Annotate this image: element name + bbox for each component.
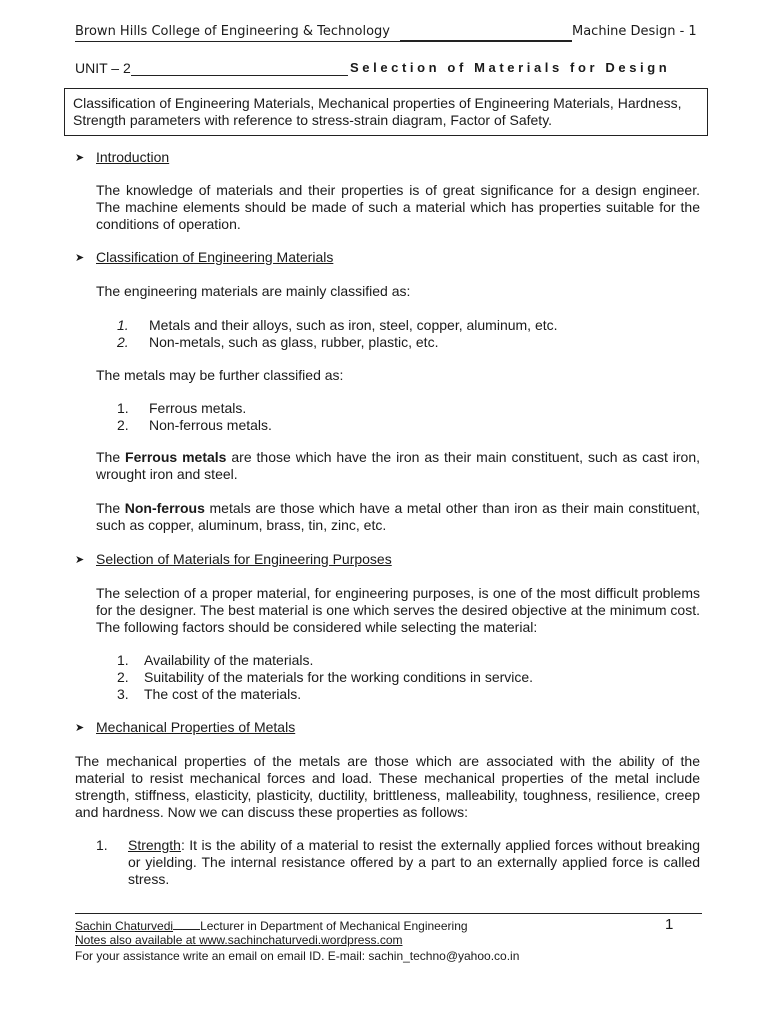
list-item: Suitability of the materials for the working conditions in service. bbox=[144, 669, 534, 685]
unit-title: Selection of Materials for Design bbox=[350, 60, 671, 75]
ferrous-pre: The bbox=[96, 449, 126, 465]
college-name: Brown Hills College of Engineering & Technology bbox=[75, 24, 390, 39]
list-item: Metals and their alloys, such as iron, steel, copper, aluminum, etc. bbox=[149, 317, 558, 333]
classification-lead-2: The metals may be further classified as: bbox=[96, 367, 344, 383]
header-underline bbox=[75, 41, 572, 42]
list-number: 2. bbox=[117, 669, 129, 685]
list-item: Non-metals, such as glass, rubber, plastic, etc. bbox=[149, 334, 439, 350]
unit-label: UNIT – 2 bbox=[75, 60, 131, 76]
list-number: 2. bbox=[117, 334, 129, 350]
nonferrous-pre: The bbox=[96, 500, 125, 516]
nonferrous-term: Non-ferrous bbox=[124, 500, 205, 516]
list-item: Non-ferrous metals. bbox=[149, 417, 272, 433]
classification-heading: Classification of Engineering Materials bbox=[96, 249, 334, 265]
ferrous-term: Ferrous metals bbox=[125, 449, 227, 465]
bullet-arrow-icon: ➤ bbox=[75, 152, 85, 164]
bullet-arrow-icon: ➤ bbox=[75, 722, 85, 734]
ferrous-paragraph bbox=[96, 449, 700, 483]
syllabus-box bbox=[64, 88, 708, 136]
list-number: 1. bbox=[117, 652, 129, 668]
strength-item bbox=[128, 837, 700, 888]
author-name: Sachin Chaturvedi bbox=[75, 919, 174, 933]
mechanical-paragraph: The mechanical properties of the metals are those which are associated with the ability of the material to resist mechanical forces and load. These mechanical properties of the metal include strength, stiffness, elasticity, plasticity, ductility, brittleness, malleability, toughness, resilience, creep and hardness. Now we can discuss these properties as follows: bbox=[75, 753, 700, 820]
list-number: 1. bbox=[117, 400, 129, 416]
classification-lead: The engineering materials are mainly classified as: bbox=[96, 283, 411, 299]
mechanical-heading: Mechanical Properties of Metals bbox=[96, 719, 296, 735]
list-number: 3. bbox=[117, 686, 129, 702]
list-item: The cost of the materials. bbox=[144, 686, 302, 702]
list-number: 1. bbox=[117, 317, 129, 333]
syllabus-text: Classification of Engineering Materials, Mechanical properties of Engineering Materials, Hardness, Strength parameters with reference to stress-strain diagram, Factor of Safety. bbox=[73, 95, 682, 128]
strength-term: Strength bbox=[128, 837, 181, 853]
footer-notes: Notes also available at www.sachinchaturvedi.wordpress.com bbox=[75, 933, 403, 947]
list-item: Availability of the materials. bbox=[144, 652, 314, 668]
bullet-arrow-icon: ➤ bbox=[75, 252, 85, 264]
intro-heading: Introduction bbox=[96, 149, 170, 165]
page-number: 1 bbox=[665, 916, 674, 933]
list-number: 2. bbox=[117, 417, 129, 433]
subject-name: Machine Design - 1 bbox=[572, 24, 697, 39]
author-role: Lecturer in Department of Mechanical Engineering bbox=[200, 919, 468, 933]
unit-rule bbox=[131, 75, 348, 76]
intro-paragraph: The knowledge of materials and their properties is of great significance for a design engineer. The machine elements should be made of such a material which has properties suitable for the conditions of operation. bbox=[96, 182, 700, 232]
selection-heading: Selection of Materials for Engineering Purposes bbox=[96, 551, 392, 567]
footer-author bbox=[75, 918, 468, 933]
strength-text: : It is the ability of a material to resist the externally applied forces without breaking or yielding. The internal resistance offered by a part to an externally applied force is called stress. bbox=[128, 837, 700, 887]
list-number: 1. bbox=[96, 837, 108, 853]
footer-assist: For your assistance write an email on email ID. E-mail: sachin_techno@yahoo.co.in bbox=[75, 949, 520, 963]
selection-paragraph: The selection of a proper material, for engineering purposes, is one of the most difficult problems for the designer. The best material is one which serves the desired objective at the minimum cost. The following factors should be considered while selecting the material: bbox=[96, 585, 700, 635]
list-item: Ferrous metals. bbox=[149, 400, 247, 416]
bullet-arrow-icon: ➤ bbox=[75, 554, 85, 566]
footer-rule bbox=[75, 913, 702, 914]
nonferrous-paragraph bbox=[96, 500, 700, 534]
nonferrous-post: metals are those which have a metal other than iron as their main constituent, such as copper, aluminum, brass, tin, zinc, etc. bbox=[96, 500, 701, 533]
ferrous-post: are those which have the iron as their main constituent, such as cast iron, wrought iron and steel. bbox=[96, 449, 700, 482]
